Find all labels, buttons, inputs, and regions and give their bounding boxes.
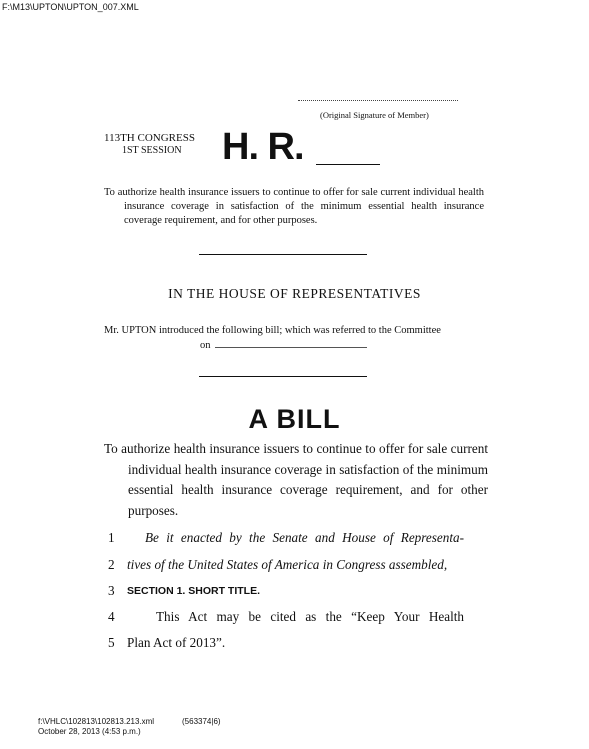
footer-file: f:\VHLC\102813\102813.213.xml <box>38 717 155 726</box>
divider-top <box>199 254 367 255</box>
committee-blank <box>215 338 367 348</box>
divider-bottom <box>199 376 367 377</box>
bill-title: H. R. <box>222 126 304 168</box>
line-number: 4 <box>108 609 115 624</box>
introduction-text: introduced the following bill; which was referred to the Committee <box>156 325 441 336</box>
bill-number-blank <box>316 164 380 165</box>
footer-date: October 28, 2013 (4:53 p.m.) <box>38 727 141 736</box>
on-label: on <box>200 340 211 351</box>
house-heading: IN THE HOUSE OF REPRESENTATIVES <box>168 286 421 301</box>
signature-line <box>298 100 458 101</box>
member-prefix: Mr. <box>104 325 122 336</box>
file-path: F:\M13\UPTON\UPTON_007.XML <box>2 2 139 12</box>
enacting-clause-line-2: tives of the United States of America in Congress assembled, <box>127 557 448 572</box>
session-label: 1ST SESSION <box>122 145 182 156</box>
section-heading: SECTION 1. SHORT TITLE. <box>127 585 261 597</box>
line-number: 1 <box>108 530 115 545</box>
footer-code: (563374|6) <box>182 717 221 726</box>
purpose-short: To authorize health insurance issuers to continue to offer for sale current individual health insurance coverage in satisfaction of the minimum essential health insurance coverage requirement, and for other purposes. <box>104 187 484 226</box>
line-number: 5 <box>108 635 115 650</box>
section-text-line-1: This Act may be cited as the “Keep Your Health <box>156 609 464 624</box>
signature-label: (Original Signature of Member) <box>320 110 429 120</box>
member-name: UPTON <box>121 325 157 336</box>
line-number: 3 <box>108 583 115 598</box>
purpose-long: To authorize health insurance issuers to continue to offer for sale current individual health insurance coverage in satisfaction of the minimum essential health insurance coverage requirement, and for other purposes. <box>104 441 488 518</box>
a-bill-heading: A BILL <box>248 404 341 434</box>
introduction <box>104 324 464 353</box>
section-text-line-2: Plan Act of 2013”. <box>127 635 226 650</box>
line-number: 2 <box>108 557 115 572</box>
enacting-clause-line-1: Be it enacted by the Senate and House of Representa- <box>145 530 464 545</box>
congress-label: 113TH CONGRESS <box>104 132 195 144</box>
